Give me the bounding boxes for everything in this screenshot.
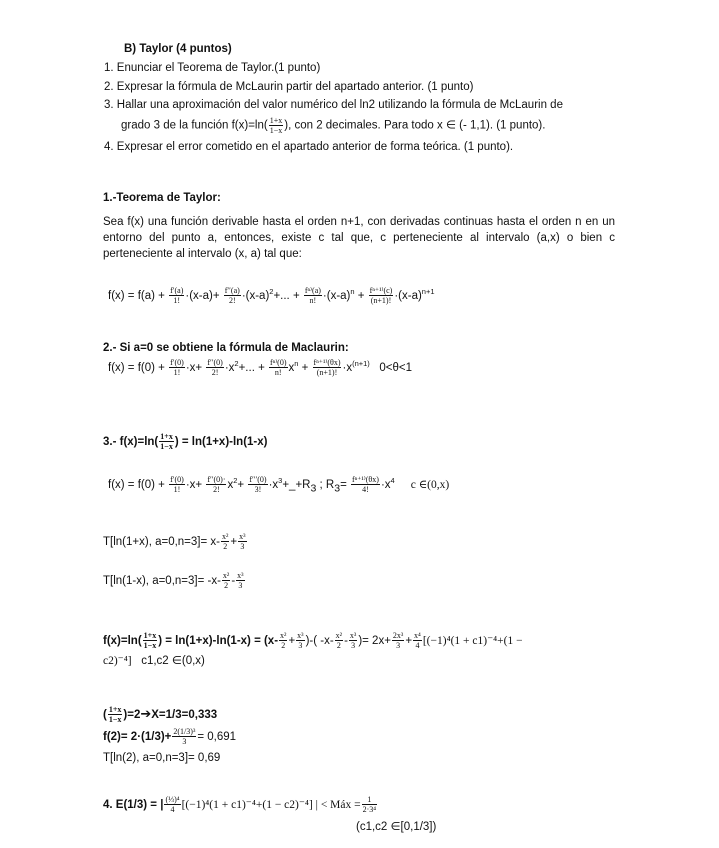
error-range: (c1,c2 ∈[0,1/3]) bbox=[356, 821, 437, 833]
text-b: )=2 bbox=[123, 709, 141, 721]
remainder-term: +_+R bbox=[282, 479, 311, 491]
term-2-fraction bbox=[206, 358, 224, 377]
plus-sign: + bbox=[288, 635, 296, 647]
fraction bbox=[172, 727, 196, 746]
formula-lhs: f(2)= 2·(1/3)+ bbox=[103, 731, 172, 743]
term-3-fraction bbox=[248, 475, 267, 494]
numerator: 2(1/3)³ bbox=[173, 727, 196, 737]
formula-lhs: f(x) = f(a) + bbox=[108, 290, 165, 302]
text-c: )-( -x- bbox=[305, 635, 334, 647]
c-interval: c ∈(0,x) bbox=[410, 479, 450, 491]
text-a: f(x)=ln( bbox=[103, 635, 142, 647]
exponent: 2 bbox=[234, 359, 239, 368]
formula-lhs: T[ln(1+x), a=0,n=3]= x- bbox=[103, 536, 220, 548]
plus-sign: + bbox=[357, 290, 365, 302]
term-1-fraction bbox=[169, 286, 184, 305]
numerator: fⁿ⁾(0) bbox=[270, 358, 287, 368]
denominator: n! bbox=[274, 368, 282, 378]
term-2-tail: ·x bbox=[224, 362, 235, 374]
heading-text-a: 3.- f(x)=ln( bbox=[103, 436, 159, 448]
task-item-3-text-a: grado 3 de la función f(x)=ln( bbox=[121, 119, 268, 132]
heading-text-b: ) = ln(1+x)-ln(1-x) bbox=[174, 436, 268, 448]
denominator: 1−x bbox=[108, 715, 122, 725]
denominator: 1−x bbox=[160, 442, 173, 452]
denominator: 2 bbox=[224, 581, 229, 591]
x-value-line bbox=[103, 704, 217, 725]
remainder-tail: ·x bbox=[342, 362, 353, 374]
task-item-2: 2. Expresar la fórmula de McLaurin partir del apartado anterior. (1 punto) bbox=[104, 81, 474, 93]
plus-sign: + bbox=[230, 536, 238, 548]
numerator: 1+x bbox=[143, 631, 157, 641]
combined-expansion-line-1 bbox=[103, 631, 523, 651]
term-1-fraction bbox=[169, 358, 185, 377]
heading-fraction bbox=[159, 432, 174, 451]
numerator: x² bbox=[222, 571, 230, 581]
taylor-formula bbox=[108, 286, 435, 306]
c-interval: c1,c2 ∈(0,x) bbox=[141, 655, 205, 667]
remainder-tail: ·(x-a) bbox=[394, 290, 422, 302]
formula-lhs: f(x) = f(0) + bbox=[108, 362, 165, 374]
fraction bbox=[349, 631, 357, 650]
denominator: (n+1)! bbox=[316, 368, 338, 378]
maclaurin-degree-3-formula bbox=[108, 475, 449, 498]
fraction bbox=[362, 795, 377, 814]
denominator: 3 bbox=[238, 581, 243, 591]
numerator: f′(0) bbox=[170, 358, 184, 368]
fraction bbox=[413, 631, 422, 650]
remainder-tail: ·x bbox=[380, 479, 391, 491]
text-a: c2)⁻⁴] bbox=[103, 655, 132, 667]
paren: ( bbox=[103, 709, 107, 721]
result: = 0,691 bbox=[197, 731, 237, 743]
denominator: 3! bbox=[254, 485, 262, 495]
term-3-tail: ·x bbox=[268, 479, 279, 491]
exponent: 4 bbox=[390, 476, 395, 485]
numerator: f′′(0) bbox=[207, 358, 223, 368]
term-n-fraction bbox=[304, 286, 322, 305]
section-3-heading bbox=[103, 432, 267, 452]
taylor-ln-1-plus-x bbox=[103, 532, 248, 552]
text-b: ) = ln(1+x)-ln(1-x) = (x- bbox=[158, 635, 279, 647]
numerator: x³ bbox=[349, 631, 357, 641]
plus-sign: + bbox=[405, 635, 413, 647]
numerator: 1+x bbox=[160, 432, 173, 442]
fraction bbox=[238, 532, 246, 551]
taylor-ln2-result: T[ln(2), a=0,n=3]= 0,69 bbox=[103, 752, 221, 764]
denominator: 4 bbox=[170, 805, 175, 815]
minus-sign: - bbox=[344, 635, 348, 647]
numerator: fⁿ⁾(a) bbox=[304, 286, 321, 296]
minus-sign: - bbox=[231, 575, 236, 587]
numerator: fⁿ⁺¹⁾(θx) bbox=[352, 475, 379, 485]
numerator: fⁿ⁺¹⁾(c) bbox=[369, 286, 393, 296]
term-2-tail: x bbox=[227, 479, 234, 491]
ellipsis: +... + bbox=[238, 362, 265, 374]
numerator: f′′′(0) bbox=[249, 475, 267, 485]
fraction bbox=[279, 631, 287, 650]
term-n-tail: ·(x-a) bbox=[322, 290, 351, 302]
theta-condition: 0<θ<1 bbox=[379, 362, 413, 374]
subscript: 3 bbox=[310, 482, 317, 495]
numerator: f′′(a) bbox=[224, 286, 240, 296]
exponent: n+1 bbox=[421, 287, 435, 296]
equals-sign: = bbox=[340, 479, 347, 491]
denominator: 2 bbox=[336, 641, 341, 651]
term-2-fraction bbox=[206, 475, 226, 494]
denominator: 1! bbox=[173, 368, 181, 378]
fraction-denominator: 1−x bbox=[269, 126, 283, 135]
denominator: 2 bbox=[281, 641, 286, 651]
remainder-fraction bbox=[369, 286, 394, 305]
term-n-fraction bbox=[269, 358, 287, 377]
numerator: x² bbox=[335, 631, 343, 641]
f2-evaluation bbox=[103, 727, 236, 747]
task-item-3-fraction bbox=[269, 116, 284, 135]
plus-sign: + bbox=[301, 362, 309, 374]
term-1-tail: ·(x-a)+ bbox=[185, 290, 220, 302]
fraction bbox=[222, 571, 230, 590]
denominator: 3 bbox=[240, 542, 245, 552]
numerator: f′(a) bbox=[170, 286, 184, 296]
plus-sign: + bbox=[237, 479, 245, 491]
denominator: 2! bbox=[211, 368, 219, 378]
separator: ; R bbox=[319, 479, 335, 491]
taylor-theorem-heading: 1.-Teorema de Taylor: bbox=[103, 192, 221, 204]
maclaurin-heading: 2.- Si a=0 se obtiene la fórmula de Maclaurin: bbox=[103, 342, 349, 354]
taylor-ln-1-minus-x bbox=[103, 571, 246, 591]
numerator: x³ bbox=[237, 571, 244, 581]
fraction bbox=[143, 631, 158, 650]
denominator: 1! bbox=[173, 296, 181, 306]
remainder-fraction bbox=[313, 358, 342, 377]
fraction bbox=[392, 631, 404, 650]
x-value: X=1/3=0,333 bbox=[151, 709, 218, 721]
combined-expansion-line-2 bbox=[103, 654, 205, 668]
formula-lhs: 4. E(1/3) = | bbox=[103, 799, 164, 811]
numerator: x³ bbox=[239, 532, 246, 542]
denominator: 1−x bbox=[143, 641, 157, 651]
denominator: 2! bbox=[213, 485, 220, 495]
section-title: B) Taylor (4 puntos) bbox=[124, 43, 232, 55]
task-item-3-text-b: ), con 2 decimales. Para todo x ∈ (- 1,1). (1 punto). bbox=[284, 119, 546, 132]
numerator: 1+x bbox=[108, 705, 122, 715]
numerator: 2x³ bbox=[392, 631, 404, 641]
exponent: n bbox=[294, 359, 299, 368]
term-1-tail: ·x+ bbox=[185, 479, 203, 491]
exponent: (n+1) bbox=[352, 359, 370, 368]
denominator: 4 bbox=[415, 641, 420, 651]
term-1-fraction bbox=[169, 475, 185, 494]
error-estimate bbox=[103, 795, 378, 815]
fraction bbox=[296, 631, 304, 650]
text-g: [(−1)⁴(1 + c1)⁻⁴+(1 − bbox=[422, 635, 523, 647]
exponent: n bbox=[350, 287, 355, 296]
denominator: 3 bbox=[396, 641, 401, 651]
denominator: 2! bbox=[228, 296, 236, 306]
numerator: fⁿ⁺¹⁾(θx) bbox=[313, 358, 341, 368]
taylor-theorem-paragraph: Sea f(x) una función derivable hasta el orden n+1, con derivadas continuas hasta el orden n en un entorno del punto a, entonces, existe c tal que, c perteneciente al intervalo (a,x) o bien c perteneciente al intervalo (x, a) tal que: bbox=[103, 216, 615, 260]
term-2-fraction bbox=[224, 286, 241, 305]
arrow-right-icon: ➔ bbox=[140, 706, 152, 721]
fraction bbox=[164, 795, 180, 814]
numerator: x² bbox=[280, 631, 287, 641]
denominator: 2 bbox=[223, 542, 228, 552]
denominator: 4! bbox=[362, 485, 369, 495]
subscript: 3 bbox=[334, 482, 341, 495]
remainder-fraction bbox=[351, 475, 380, 494]
exponent: 2 bbox=[233, 476, 238, 485]
denominator: 1! bbox=[173, 485, 181, 495]
formula-lhs: T[ln(1-x), a=0,n=3]= -x- bbox=[103, 575, 221, 587]
numerator: f′(0) bbox=[170, 475, 184, 485]
denominator: (n+1)! bbox=[370, 296, 392, 306]
text-e: )= 2x+ bbox=[358, 635, 391, 647]
numerator: x⁴ bbox=[414, 631, 421, 641]
numerator: (⅓)⁴ bbox=[165, 795, 180, 805]
denominator: 3 bbox=[182, 737, 187, 747]
term-2-tail: ·(x-a) bbox=[241, 290, 270, 302]
numerator: f′′(0)· bbox=[207, 475, 226, 485]
exponent: 2 bbox=[269, 287, 274, 296]
fraction bbox=[335, 631, 343, 650]
fraction bbox=[221, 532, 229, 551]
formula-lhs: f(x) = f(0) + bbox=[108, 479, 165, 491]
denominator: n! bbox=[309, 296, 317, 306]
term-n-tail: x bbox=[288, 362, 295, 374]
denominator: 2·3⁴ bbox=[362, 805, 377, 815]
term-1-tail: ·x+ bbox=[185, 362, 203, 374]
task-item-3-continued bbox=[121, 116, 545, 135]
ellipsis: +... + bbox=[273, 290, 300, 302]
error-bound-text: [(−1)⁴(1 + c1)⁻⁴+(1 − c2)⁻⁴] | < Máx = bbox=[181, 799, 361, 811]
exponent: 3 bbox=[278, 476, 283, 485]
numerator: x³ bbox=[297, 631, 304, 641]
fraction bbox=[236, 571, 244, 590]
denominator: 3 bbox=[351, 641, 356, 651]
maclaurin-formula bbox=[108, 358, 412, 378]
fraction bbox=[108, 705, 123, 724]
fraction-numerator: 1+x bbox=[269, 116, 283, 125]
task-item-4: 4. Expresar el error cometido en el apartado anterior de forma teórica. (1 punto). bbox=[104, 141, 514, 153]
denominator: 3 bbox=[298, 641, 303, 651]
task-item-3: 3. Hallar una aproximación del valor numérico del ln2 utilizando la fórmula de McLaurin de bbox=[104, 99, 563, 111]
numerator: 1 bbox=[362, 795, 377, 805]
task-item-1: 1. Enunciar el Teorema de Taylor.(1 punto) bbox=[104, 62, 321, 74]
numerator: x² bbox=[221, 532, 229, 542]
